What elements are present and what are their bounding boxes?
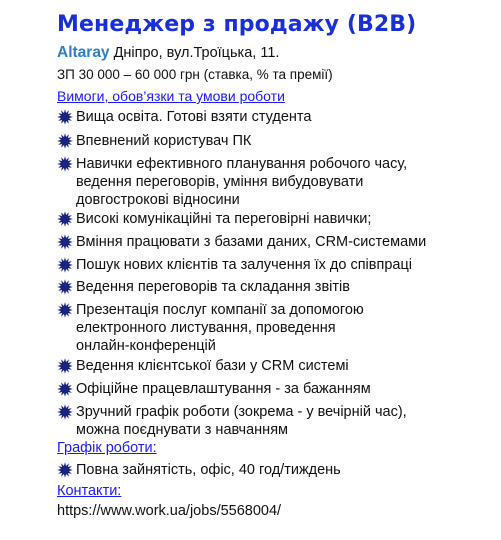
star-burst-icon	[57, 462, 73, 478]
star-burst-icon	[57, 133, 73, 149]
company-address: Дніпро, вул.Троїцька, 11.	[113, 45, 280, 61]
requirements-heading-link[interactable]: Вимоги, обов’язки та умови роботи	[57, 88, 285, 104]
star-burst-icon	[57, 279, 73, 295]
list-item	[57, 155, 497, 209]
star-burst-icon	[57, 404, 73, 420]
star-burst-icon	[57, 302, 73, 318]
star-burst-icon	[57, 381, 73, 397]
list-item-text: Навички ефективного планування робочого часу, ведення переговорів, уміння вибудовувати довгострокові відносини	[76, 156, 408, 208]
list-item	[57, 380, 497, 398]
list-item	[57, 132, 497, 150]
list-item-text: Пошук нових клієнтів та залучення їх до співпраці	[76, 257, 412, 273]
list-item	[57, 108, 497, 126]
list-item-text: Вища освіта. Готові взяти студента	[76, 109, 312, 125]
page-title: Менеджер з продажу (B2B)	[57, 12, 417, 37]
star-burst-icon	[57, 211, 73, 227]
star-burst-icon	[57, 234, 73, 250]
star-burst-icon	[57, 109, 73, 125]
list-item	[57, 256, 497, 274]
company-name: Altaray	[57, 44, 110, 61]
list-item	[57, 403, 497, 439]
company-line	[57, 44, 279, 62]
list-item	[57, 278, 497, 296]
list-item-text: Повна зайнятість, офіс, 40 год/тиждень	[76, 462, 341, 478]
list-item	[57, 301, 497, 355]
list-item	[57, 233, 497, 251]
list-item-text: Високі комунікаційні та переговірні навички;	[76, 211, 372, 227]
list-item-text: Зручний графік роботи (зокрема - у вечірній час), можна поєднувати з навчанням	[76, 404, 407, 438]
schedule-heading-link[interactable]: Графік роботи:	[57, 440, 157, 456]
list-item	[57, 461, 497, 479]
list-item-text: Ведення клієнтської бази у CRM системі	[76, 358, 349, 374]
list-item-text: Ведення переговорів та складання звітів	[76, 279, 350, 295]
star-burst-icon	[57, 257, 73, 273]
star-burst-icon	[57, 358, 73, 374]
star-burst-icon	[57, 156, 73, 172]
list-item-text: Впевнений користувач ПК	[76, 133, 252, 149]
contacts-heading-link[interactable]: Контакти:	[57, 483, 122, 499]
salary-text: ЗП 30 000 – 60 000 грн (ставка, % та премії)	[57, 67, 333, 82]
list-item-text: Презентація послуг компанії за допомогою електронного листування, проведення онлайн-конференцій	[76, 302, 364, 354]
list-item	[57, 357, 497, 375]
contact-url[interactable]: https://www.work.ua/jobs/5568004/	[57, 503, 282, 519]
list-item-text: Офіційне працевлаштування - за бажанням	[76, 381, 371, 397]
list-item-text: Вміння працювати з базами даних, CRM-системами	[76, 234, 427, 250]
list-item	[57, 210, 497, 228]
